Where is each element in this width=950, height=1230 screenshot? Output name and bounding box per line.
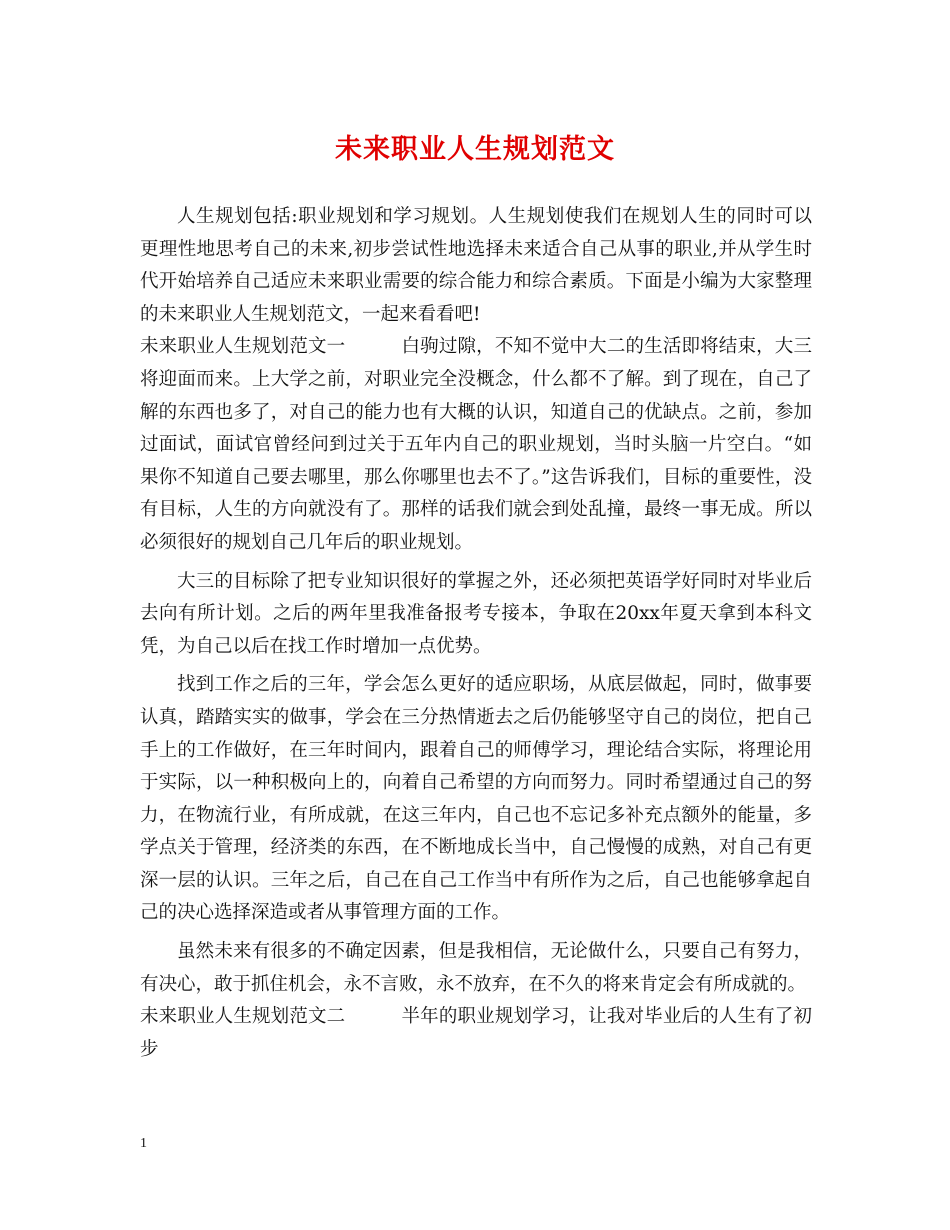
- body-paragraph: 大三的目标除了把专业知识很好的掌握之外，还必须把英语学好同时对毕业后去向有所计划。之后的两年里我准备报考专接本，争取在20xx年夏天拿到本科文凭，为自己以后在找工作时增加一点优势。: [140, 570, 812, 657]
- body-paragraph: 找到工作之后的三年，学会怎么更好的适应职场，从底层做起，同时，做事要认真，踏踏实实的做事，学会在三分热情逝去之后仍能够坚守自己的岗位，把自己手上的工作做好，在三年时间内，跟着自己的师傅学习，理论结合实际，将理论用于实际，以一种积极向上的，向着自己希望的方向而努力。同时希望通过自己的努力，在物流行业，有所成就，在这三年内，自己也不忘记多补充点额外的能量，多学点关于管理，经济类的东西，在不断地成长当中，自己慢慢的成熟，对自己有更深一层的认识。三年之后，自己在自己工作当中有所作为之后，自己也能够拿起自己的决心选择深造或者从事管理方面的工作。: [140, 674, 812, 924]
- section-two-text: 半年的职业规划学习，让我对毕业后的人生有了初步: [140, 1006, 812, 1060]
- document-title: 未来职业人生规划范文: [335, 134, 615, 165]
- section-heading-one: 未来职业人生规划范文一: [140, 336, 346, 358]
- section-one-text: 白驹过隙，不知不觉中大二的生活即将结束，大三将迎面而来。上大学之前，对职业完全没概念，什么都不了解。到了现在，自己了解的东西也多了，对自己的能力也有大概的认识，知道自己的优缺点。之前，参加过面试，面试官曾经问到过关于五年内自己的职业规划，当时头脑一片空白。“如果你不知道自己要去哪里，那么你哪里也去不了。”这告诉我们，目标的重要性，没有目标，人生的方向就没有了。那样的话我们就会到处乱撞，最终一事无成。所以必须很好的规划自己几年后的职业规划。: [140, 336, 812, 553]
- section-heading-two: 未来职业人生规划范文二: [140, 1006, 346, 1028]
- document-body: [140, 201, 812, 1066]
- section-one-paragraph: [140, 331, 812, 559]
- page-number: 1: [140, 1136, 147, 1151]
- body-paragraph: 虽然未来有很多的不确定因素，但是我相信，无论做什么，只要自己有努力，有决心，敢于抓住机会，永不言败，永不放弃，在不久的将来肯定会有所成就的。: [140, 941, 812, 995]
- intro-paragraph: 人生规划包括:职业规划和学习规划。人生规划使我们在规划人生的同时可以更理性地思考自己的未来,初步尝试性地选择未来适合自己从事的职业,并从学生时代开始培养自己适应未来职业需要的综合能力和综合素质。下面是小编为大家整理的未来职业人生规划范文，一起来看看吧!: [140, 206, 812, 325]
- section-two-paragraph: [140, 1001, 812, 1066]
